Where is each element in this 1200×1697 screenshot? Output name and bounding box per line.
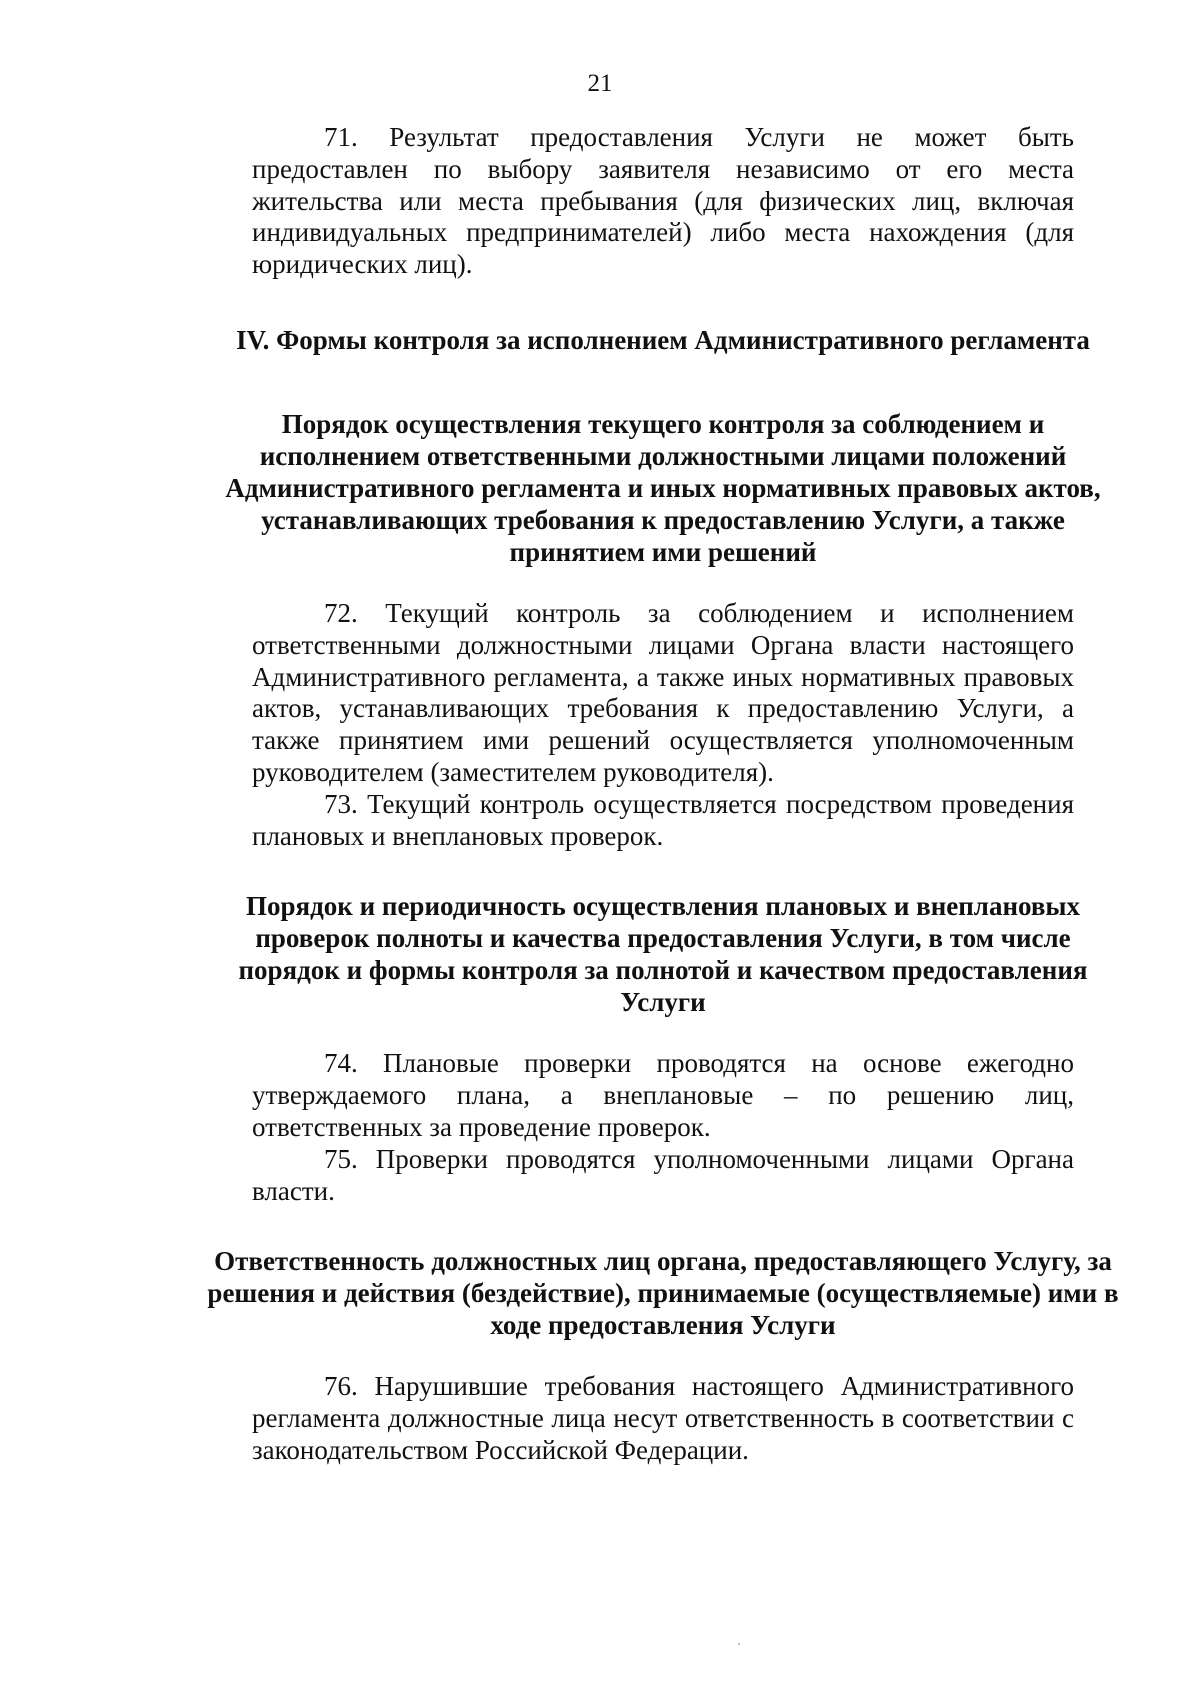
page-number: 21: [587, 70, 613, 97]
document-body: [207, 122, 1119, 1467]
paragraph-73: 73. Текущий контроль осуществляется посредством проведения плановых и внеплановых проверок.: [252, 788, 1074, 851]
scan-speck: [738, 1643, 740, 1645]
paragraph-71: 71. Результат предоставления Услуги не может быть предоставлен по выбору заявителя независимо от его места жительства или места пребывания (для физических лиц, включая индивидуальных предпринимателей) либо места нахождения (для юридических лиц).: [252, 122, 1074, 280]
subsection-heading-responsibility: Ответственность должностных лиц органа, предоставляющего Услугу, за решения и действия (бездействие), принимаемые (осуществляемые) ими в ходе предоставления Услуги: [207, 1246, 1119, 1341]
subsection-heading-current-control: Порядок осуществления текущего контроля за соблюдением и исполнением ответственными должностными лицами положений Административного регламента и иных нормативных правовых актов, устанавливающих требования к предоставлению Услуги, а также принятием ими решений: [225, 408, 1101, 567]
paragraph-75: 75. Проверки проводятся уполномоченными лицами Органа власти.: [252, 1143, 1074, 1206]
paragraph-76: 76. Нарушившие требования настоящего Административного регламента должностные лица несут ответственность в соответствии с законодательством Российской Федерации.: [252, 1371, 1074, 1465]
paragraph-74: 74. Плановые проверки проводятся на основе ежегодно утверждаемого плана, а внеплановые – по решению лиц, ответственных за проведение проверок.: [252, 1048, 1074, 1142]
subsection-heading-inspections: Порядок и периодичность осуществления плановых и внеплановых проверок полноты и качества предоставления Услуги, в том числе порядок и формы контроля за полнотой и качеством предоставления Услуги: [238, 891, 1088, 1018]
section-title: IV. Формы контроля за исполнением Административного регламента: [236, 324, 1090, 355]
paragraph-72: 72. Текущий контроль за соблюдением и исполнением ответственными должностными лицами Органа власти настоящего Административного регламента, а также иных нормативных правовых актов, устанавливающих требования к предоставлению Услуги, а также принятием ими решений осуществляется уполномоченным руководителем (заместителем руководителя).: [252, 597, 1074, 787]
